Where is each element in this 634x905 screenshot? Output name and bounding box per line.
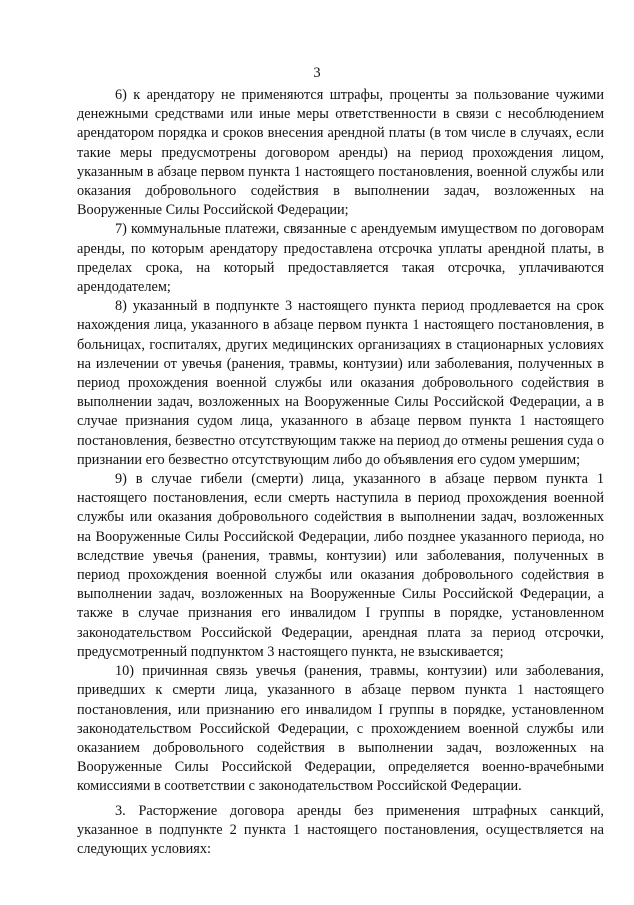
paragraph-item-10: 10) причинная связь увечья (ранения, травмы, контузии) или заболевания, приведших к смерти лица, указанного в абзаце первом пункта 1 настоящего постановления, или признанию его инвалидом I группы в порядке, установленном законодательством Российской Федерации, с прохождением военной службы или оказанием добровольного содействия в выполнении задач, возложенных на Вооруженные Силы Российской Федерации, определяется военно-врачебными комиссиями в соответствии с законодательством Российской Федерации. — [77, 663, 604, 795]
paragraph-section-3: 3. Расторжение договора аренды без применения штрафных санкций, указанное в подпункте 2 пункта 1 настоящего постановления, осуществляется на следующих условиях: — [77, 802, 604, 857]
paragraph-item-6: 6) к арендатору не применяются штрафы, проценты за пользование чужими денежными средствами или иные меры ответственности в связи с несоблюдением арендатором порядка и сроков внесения арендной платы (в том числе в случаях, если такие меры предусмотрены договором аренды) на период прохождения лицом, указанным в абзаце первом пункта 1 настоящего постановления, военной службы или оказания добровольного содействия в выполнении задач, возложенных на Вооруженные Силы Российской Федерации; — [77, 87, 604, 219]
paragraph-item-7: 7) коммунальные платежи, связанные с арендуемым имуществом по договорам аренды, по которым арендатору предоставлена отсрочка уплаты арендной платы, в пределах срока, на который предоставляется такая отсрочка, уплачиваются арендодателем; — [77, 221, 604, 296]
document-body — [77, 86, 604, 859]
page-number: 3 — [313, 65, 321, 81]
paragraph-item-9: 9) в случае гибели (смерти) лица, указанного в абзаце первом пункта 1 настоящего постановления, если смерть наступила в период прохождения военной службы или оказания добровольного содействия в выполнении задач, возложенных на Вооруженные Силы Российской Федерации, либо позднее указанного периода, но вследствие увечья (ранения, травмы, контузии) или заболевания, полученных в период прохождения военной службы или оказания добровольного содействия в выполнении задач, возложенных на Вооруженные Силы Российской Федерации, а также в случае признания его инвалидом I группы в порядке, установленном законодательством Российской Федерации, арендная плата за период отсрочки, предусмотренный подпунктом 3 настоящего пункта, не взыскивается; — [77, 471, 604, 660]
paragraph-item-8: 8) указанный в подпункте 3 настоящего пункта период продлевается на срок нахождения лица, указанного в абзаце первом пункта 1 настоящего постановления, в больницах, госпиталях, других медицинских организациях в стационарных условиях на излечении от увечья (ранения, травмы, контузии) или заболевания, полученных в период прохождения военной службы или оказания добровольного содействия в выполнении задач, возложенных на Вооруженные Силы Российской Федерации, а в случае признания судом лица, указанного в абзаце первом пункта 1 настоящего постановления, безвестно отсутствующим также на период до отмены решения суда о признании его безвестно отсутствующим либо до объявления его судом умершим; — [77, 298, 604, 468]
